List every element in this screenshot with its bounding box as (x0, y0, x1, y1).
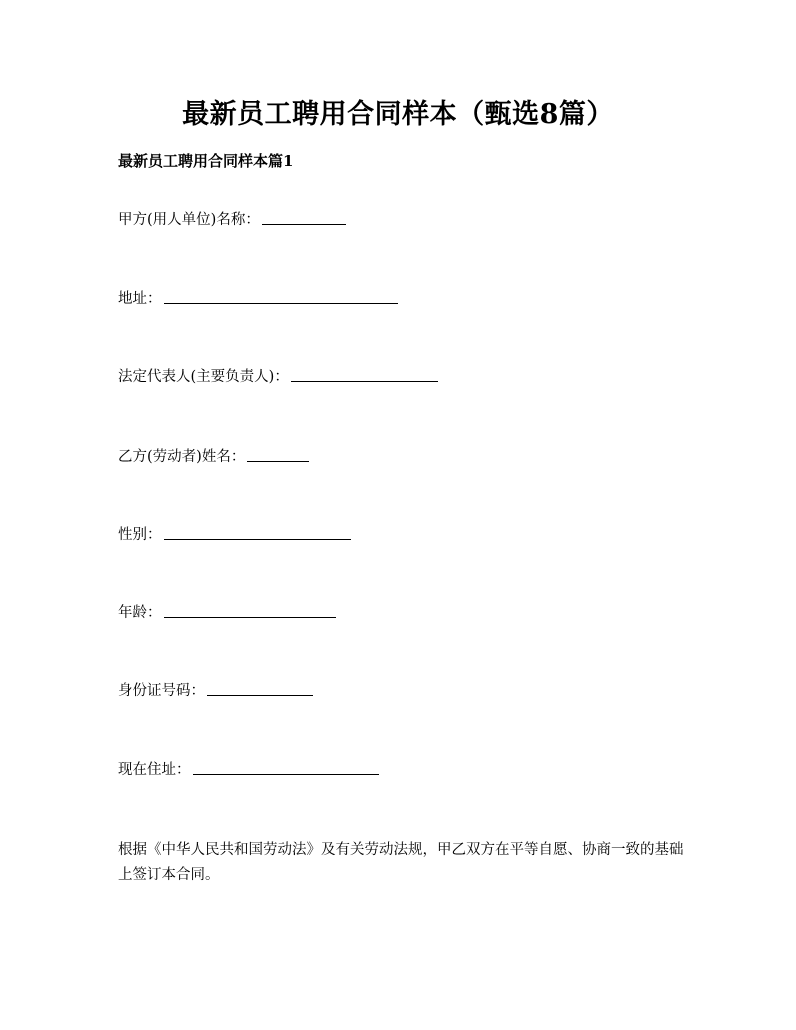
form-field-employee-name (118, 447, 309, 467)
blank-line[interactable] (207, 694, 313, 696)
form-field-age (118, 603, 336, 623)
form-field-id-number (118, 681, 313, 701)
field-label: 年龄： (118, 605, 162, 621)
field-label: 乙方(劳动者)姓名： (118, 449, 246, 465)
blank-line[interactable] (262, 223, 346, 225)
form-field-gender (118, 525, 351, 545)
blank-line[interactable] (164, 302, 398, 304)
blank-line[interactable] (164, 616, 336, 618)
form-field-current-address (118, 760, 379, 780)
form-field-employer-name (118, 210, 346, 230)
form-field-address (118, 289, 398, 309)
contract-preamble-paragraph: 根据《中华人民共和国劳动法》及有关劳动法规，甲乙双方在平等自愿、协商一致的基础上签订本合同。 (118, 842, 684, 883)
field-label: 性别： (118, 527, 162, 543)
field-label: 甲方(用人单位)名称： (118, 212, 260, 228)
field-label: 现在住址： (118, 762, 191, 778)
field-label: 地址： (118, 291, 162, 307)
field-label: 身份证号码： (118, 683, 205, 699)
field-label: 法定代表人(主要负责人)： (118, 369, 289, 385)
blank-line[interactable] (193, 773, 379, 775)
blank-line[interactable] (291, 380, 438, 382)
form-field-legal-representative (118, 367, 438, 387)
blank-line[interactable] (247, 460, 309, 462)
section-heading: 最新员工聘用合同样本篇1 (118, 152, 294, 170)
blank-line[interactable] (164, 538, 351, 540)
document-title: 最新员工聘用合同样本（甄选8篇） (182, 99, 614, 130)
